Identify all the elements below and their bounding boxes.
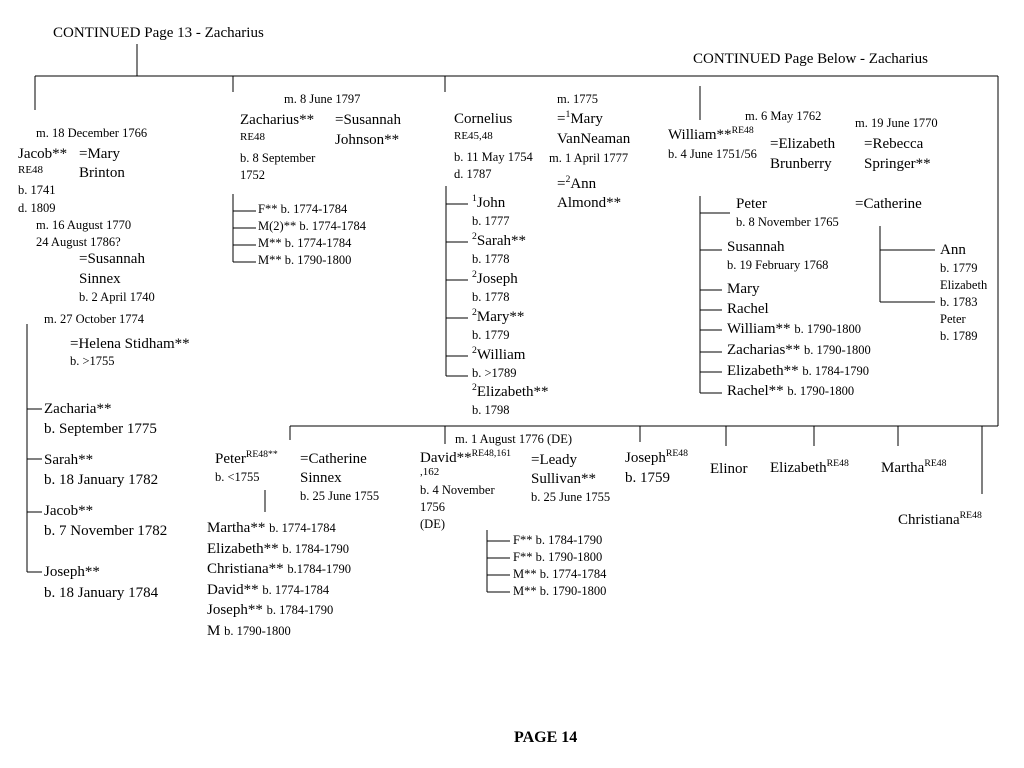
david-child: M** b. 1790-1800	[513, 584, 607, 598]
william-child: Zacharias** b. 1790-1800	[727, 342, 871, 358]
zacharius-child: F** b. 1774-1784	[258, 202, 348, 216]
david-child: F** b. 1790-1800	[513, 550, 603, 564]
jacob-spouse2-surname: Sinnex	[79, 271, 121, 287]
jacob-child-born: b. 7 November 1782	[44, 523, 168, 539]
william-spouse1-name: =Elizabeth	[770, 136, 836, 152]
christiana-name: Christiana$^{RE48}$	[898, 510, 982, 528]
cornelius-born: b. 11 May 1754	[454, 150, 533, 164]
page-number: PAGE 14	[514, 729, 578, 746]
peter-born: b. <1755	[215, 470, 260, 484]
william-child: Elizabeth** b. 1784-1790	[727, 363, 870, 379]
peter-spouse: =Catherine	[855, 196, 922, 212]
cornelius-child-born: b. 1779	[472, 328, 510, 342]
william-marriage1: m. 6 May 1762	[745, 109, 822, 123]
cornelius-child-born: b. 1778	[472, 290, 510, 304]
cornelius-marriage1: m. 1775	[557, 92, 598, 106]
jacob-spouse3-born: b. >1755	[70, 354, 115, 368]
cornelius-child-name: $^1$John	[472, 193, 506, 211]
david-spouse-born: b. 25 June 1755	[531, 490, 611, 504]
jacob-marriage1: m. 18 December 1766	[36, 126, 148, 140]
peter-name: Peter$^{RE48**}$	[215, 449, 278, 467]
peter-child: Christiana** b.1784-1790	[207, 561, 351, 577]
zacharius-spouse-name: =Susannah	[335, 112, 401, 128]
jacob-child-name: Joseph**	[44, 564, 100, 580]
cornelius-spouse2-surname: Almond**	[557, 195, 622, 211]
william-child-peter: Peter	[736, 196, 767, 212]
cornelius-child-name: $^2$Mary**	[472, 307, 525, 325]
peter-child: M b. 1790-1800	[207, 623, 291, 639]
peter-spouse-surname: Sinnex	[300, 470, 342, 486]
zacharius-ref: RE48	[240, 131, 266, 143]
jacob-spouse2-born: b. 2 April 1740	[79, 290, 155, 304]
william-child-peter-born: b. 8 November 1765	[736, 215, 839, 229]
zacharius-marriage: m. 8 June 1797	[284, 92, 361, 106]
jacob-child-born: b. September 1775	[44, 421, 157, 437]
cornelius-spouse1: =$^1$Mary	[557, 109, 603, 127]
cornelius-child-born: b. 1798	[472, 403, 510, 417]
jacob-marriage2-alt: 24 August 1786?	[36, 235, 121, 249]
cornelius-child-name: $^2$William	[472, 345, 526, 363]
elizabeth-name: Elizabeth$^{RE48}$	[770, 458, 849, 476]
jacob-died: d. 1809	[18, 201, 56, 215]
zacharius-born-2: 1752	[240, 168, 265, 182]
william-child-susannah: Susannah	[727, 239, 785, 255]
william-spouse2-name: =Rebecca	[864, 136, 924, 152]
william-child: Mary	[727, 281, 760, 297]
peter-child: Elizabeth** b. 1784-1790	[207, 541, 350, 557]
jacob-spouse1-name: =Mary	[79, 146, 120, 162]
david-marriage: m. 1 August 1776 (DE)	[455, 432, 573, 446]
zacharius-child: M** b. 1774-1784	[258, 236, 352, 250]
joseph-born: b. 1759	[625, 470, 670, 486]
elinor-name: Elinor	[710, 461, 748, 477]
william-marriage2: m. 19 June 1770	[855, 116, 938, 130]
zacharius-born-1: b. 8 September	[240, 151, 316, 165]
martha-name: Martha$^{RE48}$	[881, 458, 947, 476]
william-spouse1-surname: Brunberry	[770, 156, 832, 172]
william-spouse2-surname: Springer**	[864, 156, 931, 172]
david-ref2: ,162	[420, 466, 440, 478]
william-name: William**$^{RE48}$	[668, 125, 754, 143]
jacob-child-name: Jacob**	[44, 503, 94, 519]
william-born: b. 4 June 1751/56	[668, 147, 757, 161]
zacharius-name: Zacharius**	[240, 112, 315, 128]
william-child: Rachel** b. 1790-1800	[727, 383, 855, 399]
david-child: F** b. 1784-1790	[513, 533, 603, 547]
jacob-marriage3: m. 27 October 1774	[44, 312, 144, 326]
joseph-name: Joseph$^{RE48}$	[625, 448, 689, 466]
cornelius-child-name: $^2$Joseph	[472, 269, 518, 287]
grandchild-peter: Peter	[940, 312, 966, 326]
david-child: M** b. 1774-1784	[513, 567, 607, 581]
jacob-child-name: Zacharia**	[44, 401, 112, 417]
cornelius-spouse1-surname: VanNeaman	[557, 131, 631, 147]
david-name: David**$^{RE48,161}$	[420, 448, 511, 466]
jacob-spouse2-name: =Susannah	[79, 251, 145, 267]
jacob-spouse1-surname: Brinton	[79, 165, 125, 181]
continued-below-label: CONTINUED Page Below - Zacharius	[693, 51, 928, 67]
cornelius-child-born: b. >1789	[472, 366, 517, 380]
zacharius-spouse-surname: Johnson**	[335, 132, 400, 148]
peter-child: Joseph** b. 1784-1790	[207, 602, 334, 618]
peter-child: David** b. 1774-1784	[207, 582, 330, 598]
jacob-child-born: b. 18 January 1784	[44, 585, 159, 601]
jacob-child-name: Sarah**	[44, 452, 94, 468]
cornelius-marriage2: m. 1 April 1777	[549, 151, 629, 165]
grandchild-elizabeth-born: b. 1783	[940, 295, 978, 309]
grandchild-peter-born: b. 1789	[940, 329, 978, 343]
william-child: Rachel	[727, 301, 769, 317]
jacob-marriage2: m. 16 August 1770	[36, 218, 132, 232]
david-born-2: 1756	[420, 500, 445, 514]
jacob-name: Jacob**	[18, 146, 68, 162]
william-child: William** b. 1790-1800	[727, 321, 861, 337]
jacob-spouse3: =Helena Stidham**	[70, 336, 190, 352]
david-spouse-surname: Sullivan**	[531, 471, 597, 487]
cornelius-child-born: b. 1777	[472, 214, 510, 228]
david-spouse-name: =Leady	[531, 452, 577, 468]
jacob-born: b. 1741	[18, 183, 56, 197]
william-child-susannah-born: b. 19 February 1768	[727, 258, 829, 272]
peter-child: Martha** b. 1774-1784	[207, 520, 336, 536]
cornelius-name: Cornelius	[454, 111, 513, 127]
cornelius-child-name: $^2$Elizabeth**	[472, 382, 549, 400]
zacharius-child: M** b. 1790-1800	[258, 253, 352, 267]
cornelius-child-name: $^2$Sarah**	[472, 231, 527, 249]
cornelius-died: d. 1787	[454, 167, 492, 181]
cornelius-child-born: b. 1778	[472, 252, 510, 266]
zacharius-child: M(2)** b. 1774-1784	[258, 219, 366, 233]
jacob-child-born: b. 18 January 1782	[44, 472, 159, 488]
peter-spouse-name: =Catherine	[300, 451, 367, 467]
david-born-3: (DE)	[420, 517, 445, 531]
david-born-1: b. 4 November	[420, 483, 495, 497]
jacob-ref: RE48	[18, 164, 44, 176]
grandchild-ann-born: b. 1779	[940, 261, 978, 275]
continued-top-label: CONTINUED Page 13 - Zacharius	[53, 25, 264, 41]
grandchild-elizabeth: Elizabeth	[940, 278, 988, 292]
peter-spouse-born: b. 25 June 1755	[300, 489, 380, 503]
grandchild-ann: Ann	[940, 242, 966, 258]
cornelius-spouse2: =$^2$Ann	[557, 174, 597, 192]
cornelius-ref: RE45,48	[454, 130, 493, 142]
